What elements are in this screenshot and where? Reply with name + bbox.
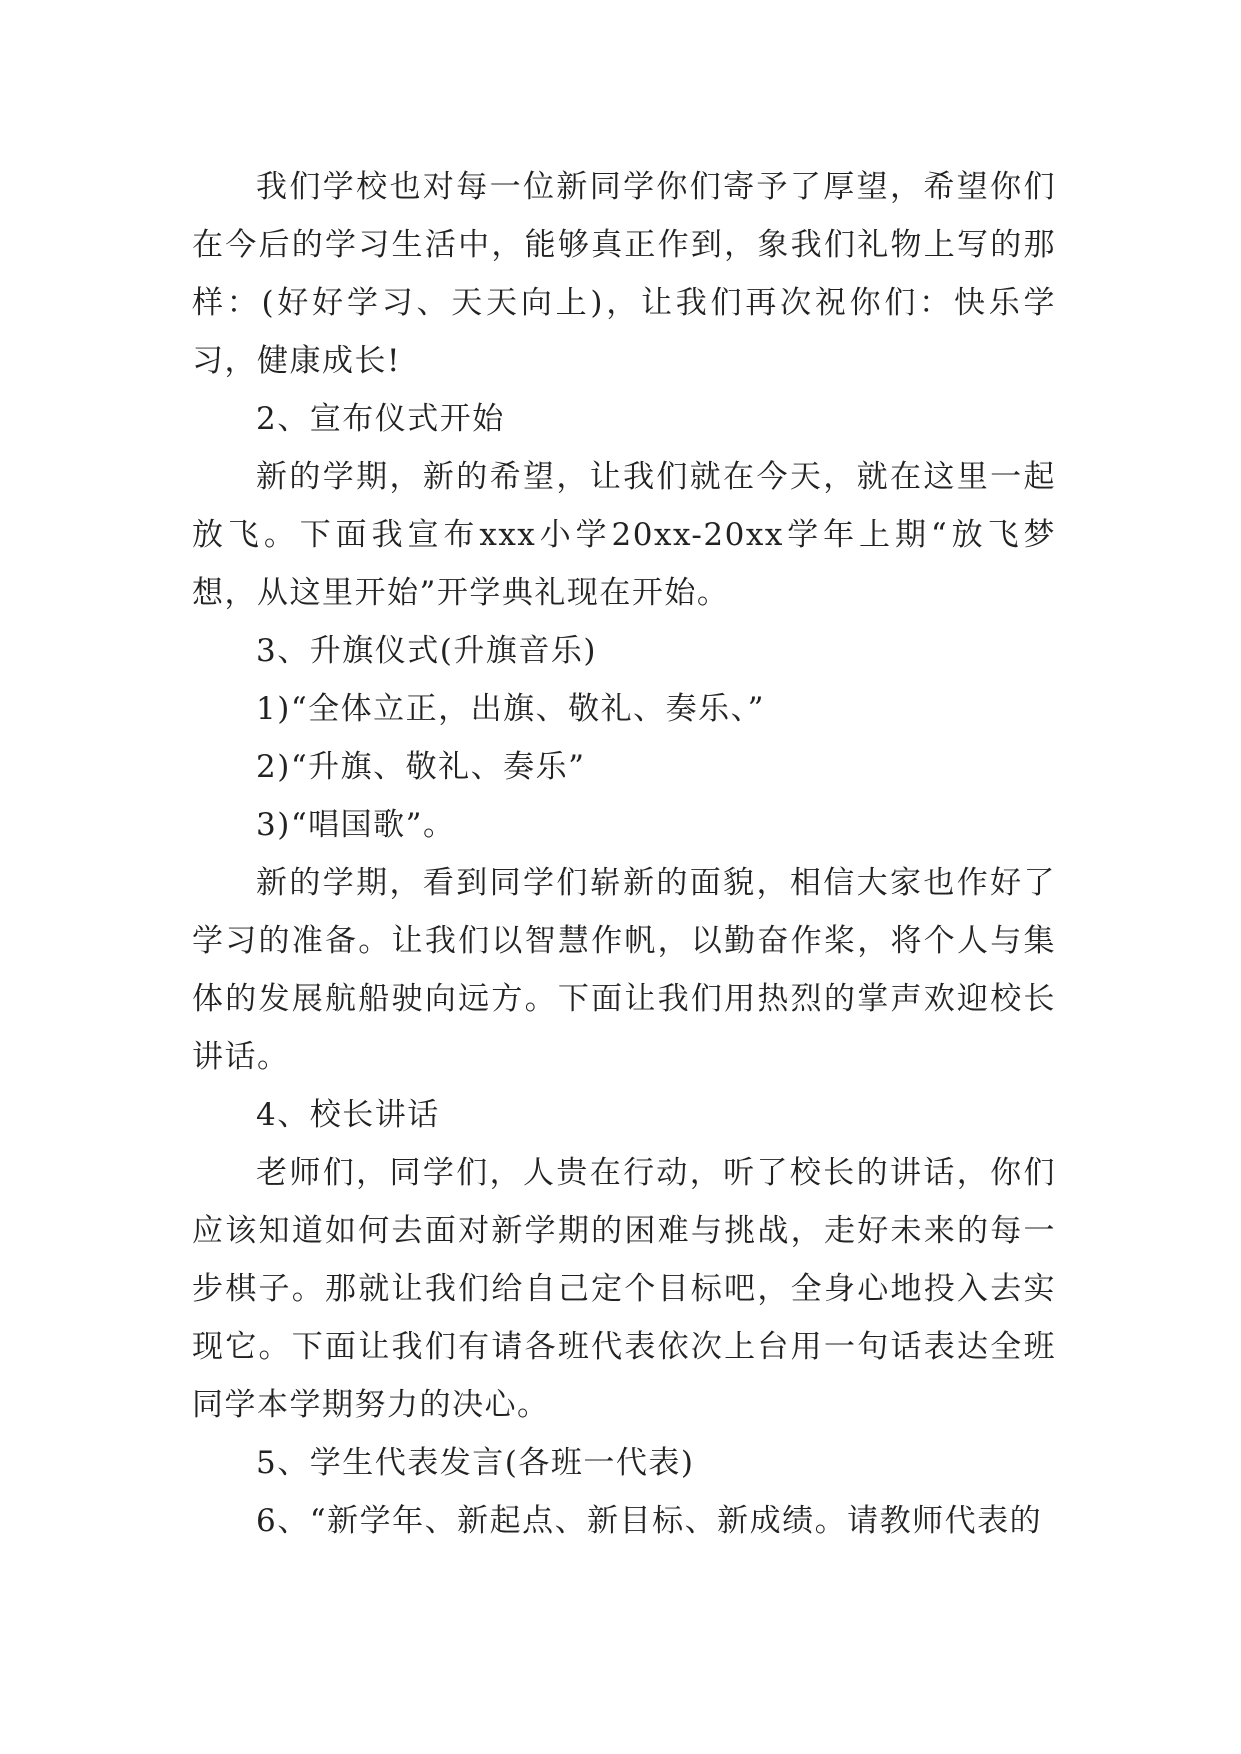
heading-student-representatives: 5、学生代表发言(各班一代表) — [256, 1445, 695, 1481]
paragraph-principal-intro: 新的学期，看到同学们崭新的面貌，相信大家也作好了学习的准备。让我们以智慧作帆，以勤奋作桨，将个人与集体的发展航船驶向远方。下面让我们用热烈的掌声欢迎校长讲话。 — [192, 865, 1056, 1075]
heading-flag-raising: 3、升旗仪式(升旗音乐) — [256, 633, 597, 669]
heading-announce-ceremony: 2、宣布仪式开始 — [256, 401, 505, 437]
list-item-raise-flag: 2)“升旗、敬礼、奏乐” — [256, 749, 586, 785]
paragraph-expectations: 我们学校也对每一位新同学你们寄予了厚望，希望你们在今后的学习生活中，能够真正作到，象我们礼物上写的那样：(好好学习、天天向上)，让我们再次祝你们：快乐学习，健康成长! — [192, 169, 1056, 379]
body-text — [192, 158, 1056, 1550]
heading-principal-speech: 4、校长讲话 — [256, 1097, 440, 1133]
paragraph-new-semester: 新的学期，新的希望，让我们就在今天，就在这里一起放飞。下面我宣布xxx小学20xx-20xx学年上期“放飞梦想，从这里开始”开学典礼现在开始。 — [192, 459, 1056, 611]
paragraph-set-goals: 老师们，同学们，人贵在行动，听了校长的讲话，你们应该知道如何去面对新学期的困难与挑战，走好未来的每一步棋子。那就让我们给自己定个目标吧，全身心地投入去实现它。下面让我们有请各班代表依次上台用一句话表达全班同学本学期努力的决心。 — [192, 1155, 1056, 1423]
list-item-national-anthem: 3)“唱国歌”。 — [256, 807, 456, 843]
paragraph-teacher-representative: 6、“新学年、新起点、新目标、新成绩。请教师代表的 — [256, 1503, 1043, 1539]
list-item-stand-at-attention: 1)“全体立正，出旗、敬礼、奏乐、” — [256, 691, 766, 727]
